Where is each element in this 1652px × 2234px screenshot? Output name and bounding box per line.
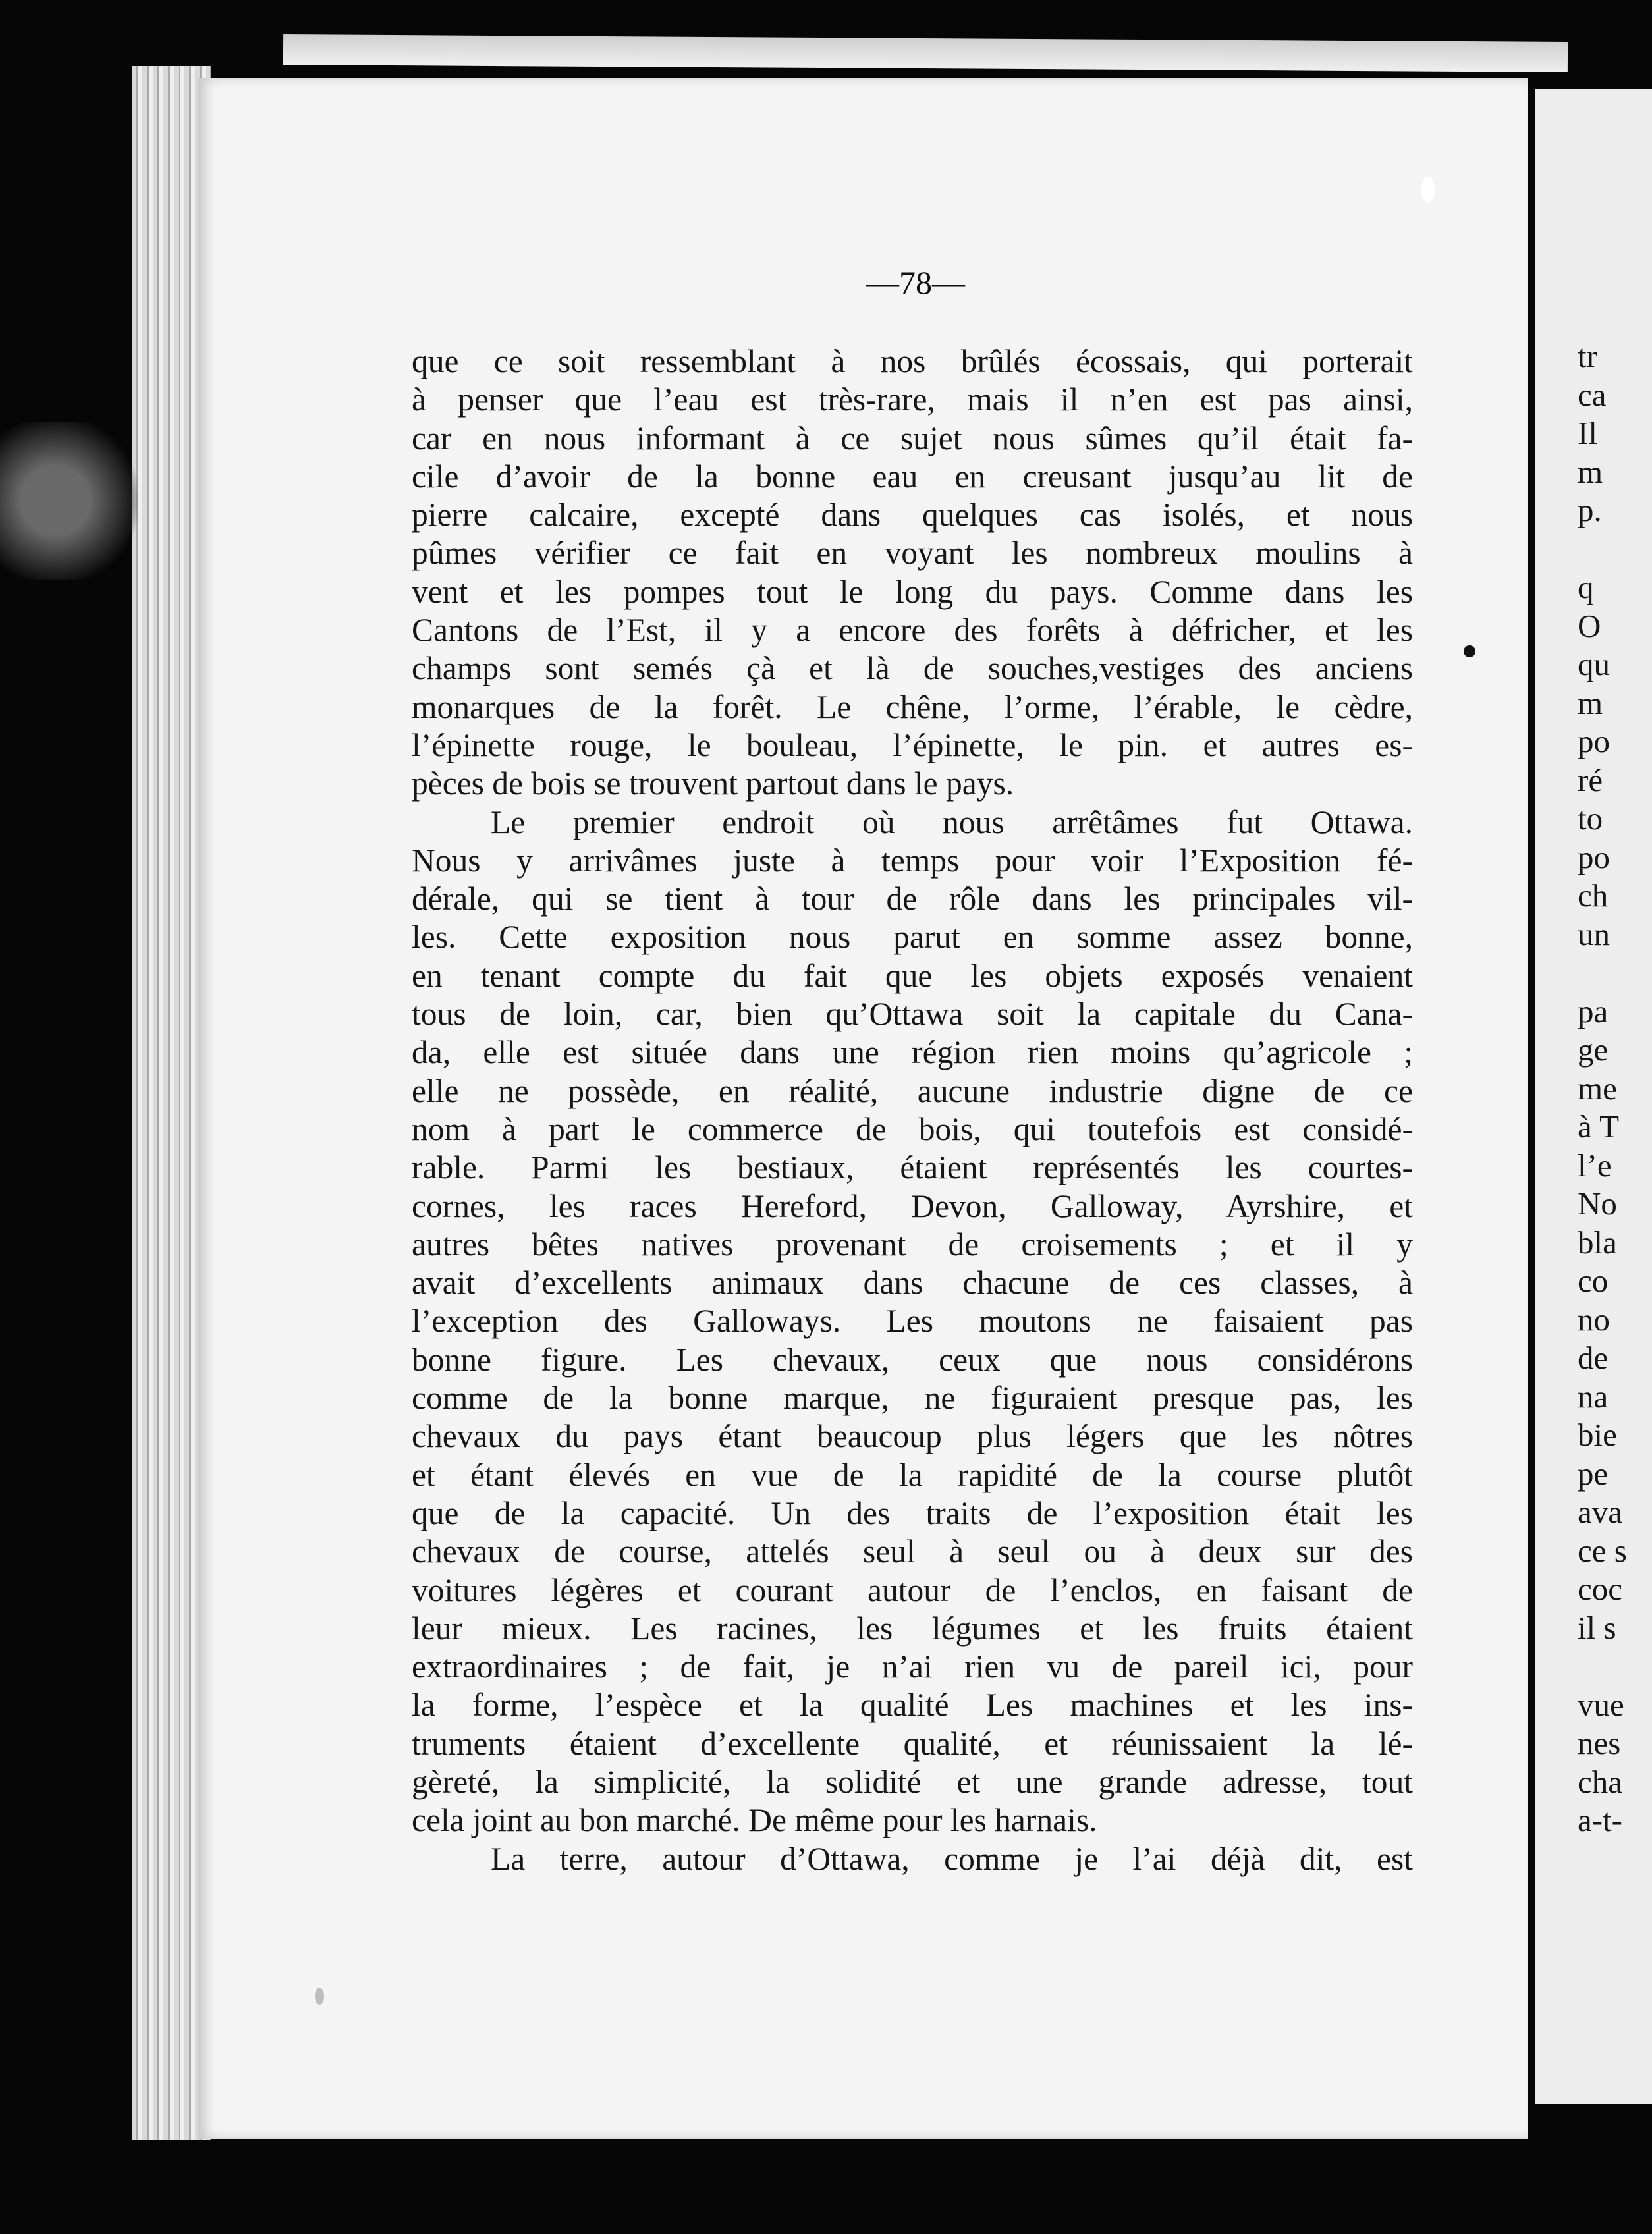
text-line: leur mieux. Les racines, les légumes et les fruits étaient <box>412 1610 1413 1647</box>
text-line: autres bêtes natives provenant de croisements ; et il y <box>412 1226 1413 1263</box>
adjacent-text-fragment: à T <box>1578 1108 1620 1145</box>
text-line: monarques de la forêt. Le chêne, l’orme, l’érable, le cèdre, <box>412 688 1413 725</box>
adjacent-text-fragment: po <box>1578 838 1610 875</box>
text-line: que ce soit ressemblant à nos brûlés écossais, qui porterait <box>412 343 1413 379</box>
adjacent-text-fragment: ré <box>1578 761 1603 798</box>
adjacent-text-fragment <box>1578 954 1652 993</box>
text-line: l’épinette rouge, le bouleau, l’épinette, le pin. et autres es- <box>412 726 1413 763</box>
text-line: la forme, l’espèce et la qualité Les machines et les ins- <box>412 1687 1413 1724</box>
text-line: Le premier endroit où nous arrêtâmes fut Ottawa. <box>491 804 1413 840</box>
text-line: chevaux de course, attelés seul à seul ou à deux sur des <box>412 1533 1413 1570</box>
adjacent-text-fragment: ge <box>1578 1031 1609 1068</box>
adjacent-text-fragment: pe <box>1578 1455 1609 1492</box>
adjacent-text-fragment: me <box>1578 1070 1617 1106</box>
text-line: cela joint au bon marché. De même pour les harnais. <box>412 1802 1097 1839</box>
ink-spot <box>1421 177 1435 203</box>
adjacent-text-fragment: no <box>1578 1301 1610 1338</box>
paragraph <box>412 804 1413 1840</box>
text-line: que de la capacité. Un des traits de l’exposition était les <box>412 1494 1413 1531</box>
text-line: à penser que l’eau est très-rare, mais il n’en est pas ainsi, <box>412 381 1413 418</box>
text-line: et étant élevés en vue de la rapidité de la course plutôt <box>412 1456 1413 1493</box>
text-line: champs sont semés çà et là de souches,vestiges des anciens <box>412 650 1413 687</box>
adjacent-text-fragment: bie <box>1578 1417 1617 1453</box>
adjacent-text-fragment: co <box>1578 1263 1609 1299</box>
page-body-text <box>412 342 1413 1878</box>
text-line: vent et les pompes tout le long du pays. Comme dans les <box>412 573 1413 610</box>
text-line: rable. Parmi les bestiaux, étaient représentés les courtes- <box>412 1149 1413 1186</box>
text-line: chevaux du pays étant beaucoup plus légers que les nôtres <box>412 1418 1413 1455</box>
adjacent-text-fragment: un <box>1578 915 1610 952</box>
text-line: car en nous informant à ce sujet nous sûmes qu’il était fa- <box>412 420 1413 456</box>
adjacent-text-fragment: vue <box>1578 1686 1624 1723</box>
adjacent-text-fragment: O <box>1578 607 1601 644</box>
page-number: —78— <box>866 264 965 301</box>
paragraph <box>412 342 1413 804</box>
text-line: truments étaient d’excellente qualité, et réunissaient la lé- <box>412 1725 1413 1762</box>
adjacent-text-fragment: to <box>1578 800 1603 836</box>
text-line: nom à part le commerce de bois, qui toutefois est considé- <box>412 1110 1413 1147</box>
adjacent-text-fragment: na <box>1578 1378 1609 1415</box>
text-line: pèces de bois se trouvent partout dans le pays. <box>412 765 1014 802</box>
adjacent-text-fragment: po <box>1578 723 1610 759</box>
adjacent-text-fragment <box>1578 530 1652 569</box>
text-line: tous de loin, car, bien qu’Ottawa soit la capitale du Cana- <box>412 996 1413 1033</box>
adjacent-text-fragment: coc <box>1578 1571 1622 1607</box>
adjacent-text-fragment: a-t- <box>1578 1802 1622 1838</box>
scan-noise-mark <box>0 422 138 580</box>
adjacent-text-fragment: pa <box>1578 993 1609 1029</box>
text-line: dérale, qui se tient à tour de rôle dans les principales vil- <box>412 881 1413 917</box>
text-line: cornes, les races Hereford, Devon, Galloway, Ayrshire, et <box>412 1187 1413 1224</box>
adjacent-text-fragment: de <box>1578 1340 1609 1376</box>
adjacent-text-fragment: No <box>1578 1185 1617 1222</box>
text-line: bonne figure. Les chevaux, ceux que nous considérons <box>412 1341 1413 1378</box>
text-line: comme de la bonne marque, ne figuraient presque pas, les <box>412 1380 1413 1417</box>
text-line: extraordinaires ; de fait, je n’ai rien vu de pareil ici, pour <box>412 1648 1413 1685</box>
adjacent-text-fragment: l’e <box>1578 1147 1612 1184</box>
adjacent-text-fragment: bla <box>1578 1224 1617 1261</box>
adjacent-text-fragment: ava <box>1578 1494 1622 1530</box>
text-line: en tenant compte du fait que les objets exposés venaient <box>412 957 1413 994</box>
text-line: Nous y arrivâmes juste à temps pour voir l’Exposition fé- <box>412 842 1413 879</box>
adjacent-text-fragment: tr <box>1578 338 1597 374</box>
adjacent-text-fragment: p. <box>1578 492 1602 528</box>
text-line: elle ne possède, en réalité, aucune industrie digne de ce <box>412 1072 1413 1109</box>
ink-spot <box>315 1988 324 2005</box>
adjacent-text-fragment <box>1578 1647 1652 1686</box>
text-line: pierre calcaire, excepté dans quelques cas isolés, et nous <box>412 497 1413 533</box>
adjacent-text-fragment: qu <box>1578 646 1610 682</box>
adjacent-text-fragment: m <box>1578 684 1603 721</box>
text-line: La terre, autour d’Ottawa, comme je l’ai déjà dit, est <box>491 1840 1413 1877</box>
adjacent-page-text <box>1578 337 1652 1840</box>
adjacent-text-fragment: ce s <box>1578 1532 1627 1569</box>
text-line: da, elle est située dans une région rien moins qu’agricole ; <box>412 1034 1413 1071</box>
adjacent-text-fragment: Il <box>1578 415 1597 451</box>
text-line: cile d’avoir de la bonne eau en creusant jusqu’au lit de <box>412 458 1413 495</box>
adjacent-text-fragment: ca <box>1578 376 1607 413</box>
text-line: voitures légères et courant autour de l’enclos, en faisant de <box>412 1571 1413 1608</box>
text-line: les. Cette exposition nous parut en somme assez bonne, <box>412 919 1413 956</box>
text-line: Cantons de l’Est, il y a encore des forêts à défricher, et les <box>412 612 1413 649</box>
text-line: gèreté, la simplicité, la solidité et une grande adresse, tout <box>412 1763 1413 1800</box>
paragraph <box>412 1840 1413 1878</box>
adjacent-text-fragment: q <box>1578 569 1594 605</box>
adjacent-text-fragment: cha <box>1578 1763 1622 1800</box>
adjacent-text-fragment: nes <box>1578 1725 1621 1761</box>
text-line: pûmes vérifier ce fait en voyant les nombreux moulins à <box>412 535 1413 572</box>
adjacent-text-fragment: ch <box>1578 877 1609 913</box>
text-line: l’exception des Galloways. Les moutons ne faisaient pas <box>412 1303 1413 1340</box>
ink-spot <box>1464 645 1475 657</box>
adjacent-text-fragment: il s <box>1578 1609 1616 1646</box>
text-line: avait d’excellents animaux dans chacune de ces classes, à <box>412 1265 1413 1301</box>
adjacent-text-fragment: m <box>1578 453 1603 490</box>
